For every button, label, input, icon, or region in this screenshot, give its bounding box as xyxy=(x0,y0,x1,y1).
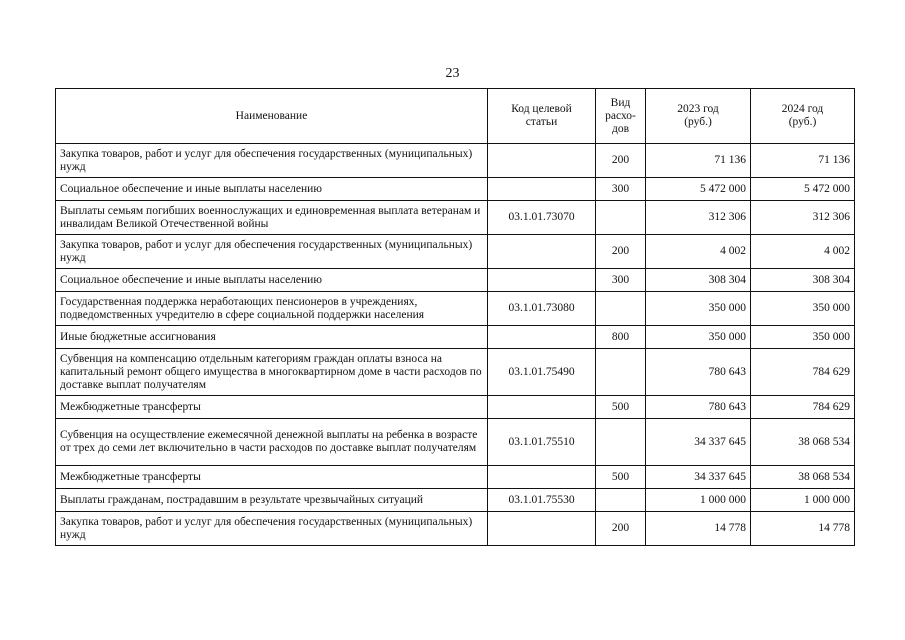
header-2024: 2024 год (руб.) xyxy=(751,89,855,144)
row-code xyxy=(488,396,596,419)
row-code xyxy=(488,144,596,178)
table-row xyxy=(56,144,855,178)
row-name: Закупка товаров, работ и услуг для обеспечения государственных (муниципальных) нужд xyxy=(56,144,488,178)
table-row xyxy=(56,178,855,201)
row-amount-2024: 784 629 xyxy=(751,349,855,396)
row-amount-2023: 4 002 xyxy=(646,235,751,269)
row-amount-2023: 312 306 xyxy=(646,201,751,235)
row-code xyxy=(488,269,596,292)
row-amount-2024: 312 306 xyxy=(751,201,855,235)
row-expense-type xyxy=(596,489,646,512)
row-code xyxy=(488,512,596,546)
table-row xyxy=(56,269,855,292)
table-row xyxy=(56,326,855,349)
row-amount-2023: 308 304 xyxy=(646,269,751,292)
row-amount-2024: 784 629 xyxy=(751,396,855,419)
row-name: Межбюджетные трансферты xyxy=(56,396,488,419)
row-code xyxy=(488,178,596,201)
row-code: 03.1.01.75510 xyxy=(488,419,596,466)
row-amount-2023: 14 778 xyxy=(646,512,751,546)
row-code: 03.1.01.73080 xyxy=(488,292,596,326)
row-expense-type: 200 xyxy=(596,235,646,269)
row-name: Социальное обеспечение и иные выплаты населению xyxy=(56,178,488,201)
row-code: 03.1.01.75530 xyxy=(488,489,596,512)
table-header-row xyxy=(56,89,855,144)
table-row xyxy=(56,396,855,419)
row-expense-type xyxy=(596,349,646,396)
header-expense-type: Вид расхо-дов xyxy=(596,89,646,144)
row-name: Социальное обеспечение и иные выплаты населению xyxy=(56,269,488,292)
row-code xyxy=(488,466,596,489)
row-expense-type: 800 xyxy=(596,326,646,349)
row-name: Межбюджетные трансферты xyxy=(56,466,488,489)
row-expense-type xyxy=(596,201,646,235)
table-row xyxy=(56,201,855,235)
row-expense-type: 300 xyxy=(596,269,646,292)
row-amount-2023: 5 472 000 xyxy=(646,178,751,201)
row-code: 03.1.01.73070 xyxy=(488,201,596,235)
row-amount-2024: 14 778 xyxy=(751,512,855,546)
table-row xyxy=(56,489,855,512)
row-name: Выплаты гражданам, пострадавшим в результате чрезвычайных ситуаций xyxy=(56,489,488,512)
header-code: Код целевой статьи xyxy=(488,89,596,144)
row-amount-2023: 780 643 xyxy=(646,396,751,419)
row-amount-2023: 1 000 000 xyxy=(646,489,751,512)
table-row xyxy=(56,419,855,466)
row-code xyxy=(488,235,596,269)
row-name: Государственная поддержка неработающих пенсионеров в учреждениях, подведомственных учредителю в сфере социальной поддержки населения xyxy=(56,292,488,326)
row-code: 03.1.01.75490 xyxy=(488,349,596,396)
row-amount-2023: 780 643 xyxy=(646,349,751,396)
row-amount-2023: 71 136 xyxy=(646,144,751,178)
page-number: 23 xyxy=(445,66,460,81)
table-row xyxy=(56,512,855,546)
row-name: Субвенция на компенсацию отдельным категориям граждан оплаты взноса на капитальный ремонт общего имущества в многоквартирном доме в части расходов по доставке выплат получателям xyxy=(56,349,488,396)
table-row xyxy=(56,466,855,489)
table-row xyxy=(56,349,855,396)
row-amount-2024: 38 068 534 xyxy=(751,419,855,466)
row-name: Иные бюджетные ассигнования xyxy=(56,326,488,349)
row-expense-type: 500 xyxy=(596,396,646,419)
row-expense-type: 200 xyxy=(596,144,646,178)
row-name: Закупка товаров, работ и услуг для обеспечения государственных (муниципальных) нужд xyxy=(56,235,488,269)
budget-table xyxy=(55,88,855,546)
row-amount-2024: 1 000 000 xyxy=(751,489,855,512)
row-expense-type xyxy=(596,419,646,466)
row-amount-2024: 5 472 000 xyxy=(751,178,855,201)
row-name: Выплаты семьям погибших военнослужащих и единовременная выплата ветеранам и инвалидам Великой Отечественной войны xyxy=(56,201,488,235)
table-row xyxy=(56,235,855,269)
row-amount-2024: 350 000 xyxy=(751,292,855,326)
row-code xyxy=(488,326,596,349)
row-amount-2023: 350 000 xyxy=(646,326,751,349)
table-row xyxy=(56,292,855,326)
row-amount-2024: 308 304 xyxy=(751,269,855,292)
row-amount-2023: 350 000 xyxy=(646,292,751,326)
row-amount-2023: 34 337 645 xyxy=(646,419,751,466)
row-expense-type: 500 xyxy=(596,466,646,489)
row-expense-type: 200 xyxy=(596,512,646,546)
row-expense-type: 300 xyxy=(596,178,646,201)
header-2023: 2023 год (руб.) xyxy=(646,89,751,144)
row-expense-type xyxy=(596,292,646,326)
row-name: Закупка товаров, работ и услуг для обеспечения государственных (муниципальных) нужд xyxy=(56,512,488,546)
row-amount-2024: 38 068 534 xyxy=(751,466,855,489)
row-amount-2023: 34 337 645 xyxy=(646,466,751,489)
row-amount-2024: 4 002 xyxy=(751,235,855,269)
row-name: Субвенция на осуществление ежемесячной денежной выплаты на ребенка в возрасте от трех до семи лет включительно в части расходов по доставке выплат получателям xyxy=(56,419,488,466)
row-amount-2024: 71 136 xyxy=(751,144,855,178)
row-amount-2024: 350 000 xyxy=(751,326,855,349)
header-name: Наименование xyxy=(56,89,488,144)
